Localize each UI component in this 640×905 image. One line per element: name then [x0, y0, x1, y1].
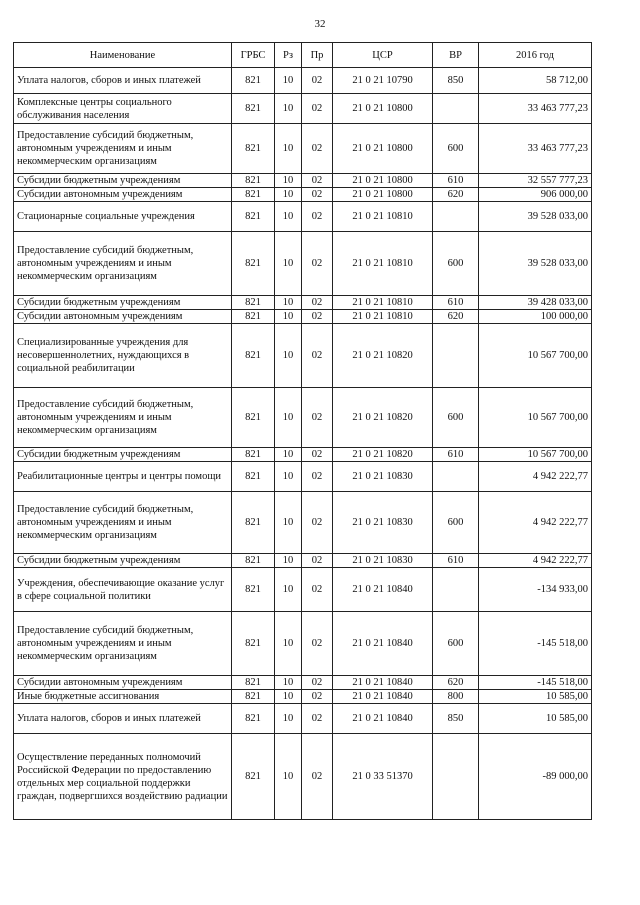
cell-rz: 10: [275, 612, 302, 676]
cell-name: Осуществление переданных полномочий Российской Федерации по предоставлению отдельных мер социальной поддержки граждан, подвергшихся воздействию радиации: [14, 734, 232, 820]
cell-rz: 10: [275, 554, 302, 568]
cell-pr: 02: [302, 704, 333, 734]
cell-csr: 21 0 21 10840: [333, 612, 433, 676]
cell-grbs: 821: [232, 124, 275, 174]
cell-name: Субсидии автономным учреждениям: [14, 676, 232, 690]
cell-amount: 10 567 700,00: [479, 324, 592, 388]
cell-csr: 21 0 21 10800: [333, 124, 433, 174]
table-row: [14, 554, 592, 568]
table-row: [14, 202, 592, 232]
table-row: [14, 568, 592, 612]
cell-amount: 10 585,00: [479, 704, 592, 734]
cell-grbs: 821: [232, 310, 275, 324]
cell-pr: 02: [302, 188, 333, 202]
cell-rz: 10: [275, 568, 302, 612]
cell-name: Субсидии автономным учреждениям: [14, 188, 232, 202]
cell-name: Субсидии автономным учреждениям: [14, 310, 232, 324]
cell-grbs: 821: [232, 296, 275, 310]
cell-csr: 21 0 21 10810: [333, 310, 433, 324]
table-row: [14, 690, 592, 704]
cell-name: Иные бюджетные ассигнования: [14, 690, 232, 704]
cell-csr: 21 0 21 10840: [333, 676, 433, 690]
cell-pr: 02: [302, 462, 333, 492]
cell-vr: [433, 568, 479, 612]
cell-rz: 10: [275, 232, 302, 296]
cell-pr: 02: [302, 568, 333, 612]
cell-name: Предоставление субсидий бюджетным, автономным учреждениям и иным некоммерческим организациям: [14, 124, 232, 174]
cell-amount: 100 000,00: [479, 310, 592, 324]
cell-name: Предоставление субсидий бюджетным, автономным учреждениям и иным некоммерческим организациям: [14, 492, 232, 554]
cell-pr: 02: [302, 554, 333, 568]
cell-csr: 21 0 21 10840: [333, 704, 433, 734]
cell-pr: 02: [302, 448, 333, 462]
cell-csr: 21 0 21 10800: [333, 174, 433, 188]
cell-vr: [433, 94, 479, 124]
cell-vr: 620: [433, 188, 479, 202]
cell-vr: 620: [433, 676, 479, 690]
cell-vr: 610: [433, 554, 479, 568]
cell-name: Реабилитационные центры и центры помощи: [14, 462, 232, 492]
table-row: [14, 324, 592, 388]
cell-amount: 10 585,00: [479, 690, 592, 704]
cell-rz: 10: [275, 734, 302, 820]
cell-csr: 21 0 21 10800: [333, 94, 433, 124]
cell-rz: 10: [275, 68, 302, 94]
cell-grbs: 821: [232, 462, 275, 492]
cell-csr: 21 0 21 10830: [333, 554, 433, 568]
cell-grbs: 821: [232, 188, 275, 202]
cell-vr: 610: [433, 174, 479, 188]
cell-amount: 33 463 777,23: [479, 94, 592, 124]
cell-csr: 21 0 33 51370: [333, 734, 433, 820]
cell-amount: 4 942 222,77: [479, 554, 592, 568]
cell-vr: 850: [433, 68, 479, 94]
cell-name: Специализированные учреждения для несовершеннолетних, нуждающихся в социальной реабилитации: [14, 324, 232, 388]
cell-csr: 21 0 21 10820: [333, 324, 433, 388]
budget-table: [13, 42, 592, 820]
table-row: [14, 232, 592, 296]
cell-rz: 10: [275, 94, 302, 124]
cell-grbs: 821: [232, 734, 275, 820]
table-row: [14, 124, 592, 174]
table-row: [14, 612, 592, 676]
cell-name: Комплексные центры социального обслуживания населения: [14, 94, 232, 124]
cell-name: Стационарные социальные учреждения: [14, 202, 232, 232]
cell-grbs: 821: [232, 492, 275, 554]
cell-rz: 10: [275, 188, 302, 202]
cell-pr: 02: [302, 174, 333, 188]
cell-amount: 4 942 222,77: [479, 462, 592, 492]
header-rz: Рз: [275, 43, 302, 68]
cell-pr: 02: [302, 612, 333, 676]
cell-vr: 600: [433, 612, 479, 676]
table-row: [14, 188, 592, 202]
header-year: 2016 год: [479, 43, 592, 68]
cell-csr: 21 0 21 10820: [333, 448, 433, 462]
cell-pr: 02: [302, 124, 333, 174]
cell-grbs: 821: [232, 94, 275, 124]
table-row: [14, 94, 592, 124]
table-row: [14, 462, 592, 492]
cell-grbs: 821: [232, 554, 275, 568]
cell-amount: 39 528 033,00: [479, 202, 592, 232]
cell-amount: 10 567 700,00: [479, 388, 592, 448]
cell-csr: 21 0 21 10830: [333, 492, 433, 554]
cell-name: Учреждения, обеспечивающие оказание услуг в сфере социальной политики: [14, 568, 232, 612]
cell-vr: [433, 462, 479, 492]
cell-name: Уплата налогов, сборов и иных платежей: [14, 704, 232, 734]
table-row: [14, 68, 592, 94]
cell-vr: 600: [433, 124, 479, 174]
cell-vr: [433, 734, 479, 820]
cell-vr: 610: [433, 448, 479, 462]
cell-vr: 600: [433, 388, 479, 448]
cell-grbs: 821: [232, 704, 275, 734]
cell-csr: 21 0 21 10790: [333, 68, 433, 94]
cell-rz: 10: [275, 448, 302, 462]
cell-rz: 10: [275, 462, 302, 492]
cell-rz: 10: [275, 676, 302, 690]
cell-csr: 21 0 21 10810: [333, 202, 433, 232]
cell-pr: 02: [302, 734, 333, 820]
table-row: [14, 388, 592, 448]
cell-pr: 02: [302, 296, 333, 310]
header-vr: ВР: [433, 43, 479, 68]
cell-rz: 10: [275, 324, 302, 388]
cell-grbs: 821: [232, 232, 275, 296]
cell-name: Предоставление субсидий бюджетным, автономным учреждениям и иным некоммерческим организациям: [14, 388, 232, 448]
cell-grbs: 821: [232, 448, 275, 462]
cell-vr: [433, 202, 479, 232]
header-pr: Пр: [302, 43, 333, 68]
cell-rz: 10: [275, 174, 302, 188]
cell-grbs: 821: [232, 612, 275, 676]
table-row: [14, 174, 592, 188]
cell-vr: 620: [433, 310, 479, 324]
cell-vr: 800: [433, 690, 479, 704]
cell-rz: 10: [275, 690, 302, 704]
cell-rz: 10: [275, 388, 302, 448]
cell-grbs: 821: [232, 68, 275, 94]
cell-name: Субсидии бюджетным учреждениям: [14, 554, 232, 568]
cell-pr: 02: [302, 68, 333, 94]
header-grbs: ГРБС: [232, 43, 275, 68]
cell-vr: 600: [433, 232, 479, 296]
table-row: [14, 492, 592, 554]
cell-pr: 02: [302, 676, 333, 690]
cell-name: Субсидии бюджетным учреждениям: [14, 296, 232, 310]
cell-rz: 10: [275, 296, 302, 310]
cell-grbs: 821: [232, 568, 275, 612]
cell-amount: 58 712,00: [479, 68, 592, 94]
cell-amount: -134 933,00: [479, 568, 592, 612]
table-row: [14, 704, 592, 734]
header-row: [14, 43, 592, 68]
cell-pr: 02: [302, 232, 333, 296]
cell-pr: 02: [302, 202, 333, 232]
cell-csr: 21 0 21 10820: [333, 388, 433, 448]
cell-pr: 02: [302, 310, 333, 324]
cell-amount: -145 518,00: [479, 676, 592, 690]
cell-amount: 39 428 033,00: [479, 296, 592, 310]
cell-csr: 21 0 21 10840: [333, 568, 433, 612]
cell-vr: 600: [433, 492, 479, 554]
cell-rz: 10: [275, 124, 302, 174]
cell-name: Предоставление субсидий бюджетным, автономным учреждениям и иным некоммерческим организациям: [14, 612, 232, 676]
cell-name: Предоставление субсидий бюджетным, автономным учреждениям и иным некоммерческим организациям: [14, 232, 232, 296]
cell-grbs: 821: [232, 388, 275, 448]
cell-csr: 21 0 21 10800: [333, 188, 433, 202]
table-row: [14, 296, 592, 310]
table-row: [14, 310, 592, 324]
cell-grbs: 821: [232, 676, 275, 690]
cell-rz: 10: [275, 492, 302, 554]
cell-name: Субсидии бюджетным учреждениям: [14, 448, 232, 462]
page-number: 32: [314, 18, 326, 30]
cell-vr: 610: [433, 296, 479, 310]
cell-csr: 21 0 21 10830: [333, 462, 433, 492]
cell-csr: 21 0 21 10840: [333, 690, 433, 704]
cell-amount: 906 000,00: [479, 188, 592, 202]
cell-csr: 21 0 21 10810: [333, 296, 433, 310]
cell-pr: 02: [302, 324, 333, 388]
cell-grbs: 821: [232, 174, 275, 188]
cell-amount: 32 557 777,23: [479, 174, 592, 188]
cell-amount: 4 942 222,77: [479, 492, 592, 554]
cell-grbs: 821: [232, 202, 275, 232]
header-csr: ЦСР: [333, 43, 433, 68]
cell-pr: 02: [302, 492, 333, 554]
table-row: [14, 448, 592, 462]
cell-amount: -89 000,00: [479, 734, 592, 820]
cell-name: Уплата налогов, сборов и иных платежей: [14, 68, 232, 94]
cell-vr: 850: [433, 704, 479, 734]
cell-name: Субсидии бюджетным учреждениям: [14, 174, 232, 188]
cell-csr: 21 0 21 10810: [333, 232, 433, 296]
table-row: [14, 734, 592, 820]
header-name: Наименование: [14, 43, 232, 68]
cell-rz: 10: [275, 202, 302, 232]
cell-amount: 39 528 033,00: [479, 232, 592, 296]
cell-grbs: 821: [232, 324, 275, 388]
cell-pr: 02: [302, 388, 333, 448]
cell-pr: 02: [302, 690, 333, 704]
cell-amount: 10 567 700,00: [479, 448, 592, 462]
cell-amount: 33 463 777,23: [479, 124, 592, 174]
table-row: [14, 676, 592, 690]
cell-pr: 02: [302, 94, 333, 124]
cell-grbs: 821: [232, 690, 275, 704]
cell-amount: -145 518,00: [479, 612, 592, 676]
cell-vr: [433, 324, 479, 388]
cell-rz: 10: [275, 704, 302, 734]
cell-rz: 10: [275, 310, 302, 324]
